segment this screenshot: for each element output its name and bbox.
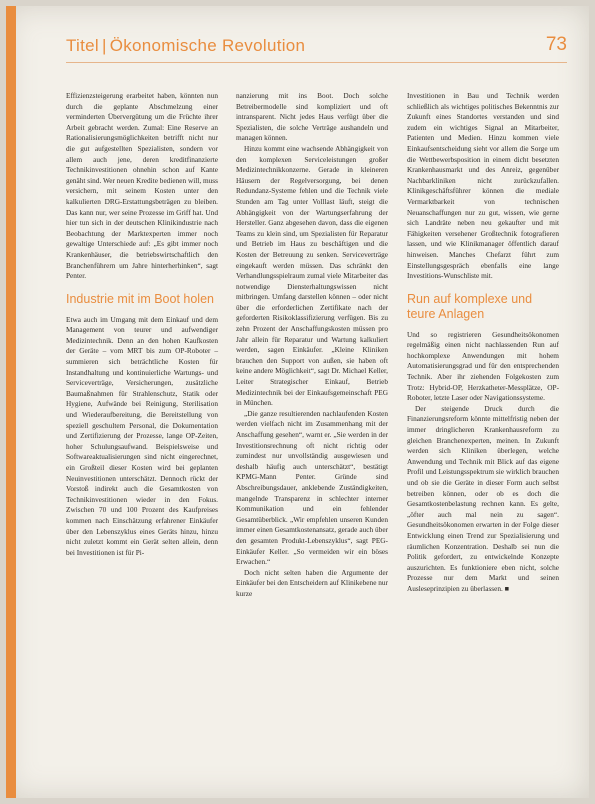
orange-margin-bar xyxy=(6,6,16,798)
topic-label: Ökonomische Revolution xyxy=(109,36,306,55)
paragraph: Und so registrieren Gesundheitsökonomen regelmäßig einen nicht nachlassenden Run auf hochkomplexe Anwendungen mit hohem Automatisierungsgrad und für den entsprechenden Technik. Aber ihr ziehenden Folgekosten zum Trotz: Hybrid-OP, Herzkatheter-Messplätze, OP-Roboter, letzte Laser oder Navigationssysteme. xyxy=(407,329,559,403)
paragraph: Effizienzsteigerung erarbeitet haben, könnten nun durch die geplante Abschmelzung einer verminderten Übervergütung um die Früchte ihrer Arbeit gebracht werden. Zumal: Eine Reserve an Rationalisierungsmöglichkeiten betrifft nicht nur die gut aufgestellten Spezialisten, sondern vor allem auch jene, deren kreditfinanzierte Technikinvestitionen ohnehin schon auf Kante genäht sind. Wer neuen Kredite bedienen will, muss versichern, mit seinem Kosten unter den kalkulierten DRG-Erstattungsbeträgen zu bleiben. Das kann nur, wer seine Prozesse im Griff hat. Und hier tun sich in der deutschen Klinikindustrie nach Beobachtung der Marktexperten immer noch gewaltige Unterschiede auf: „Es gibt immer noch Krankenhäuser, die betriebswirtschaftlich den Branchenführern um Jahre hinterherhinken“, sagt Penter. xyxy=(66,91,218,281)
paragraph: „Die ganze resultierenden nachlaufenden Kosten werden vielfach nicht im Zusammenhang mit der Anschaffung gesehen“, warnt er. „Sie werden in der Investitionsrechnung oft nicht richtig oder zumindest nur unvollständig ausgewiesen und deshalb häufig auch unterschätzt“, bestätigt KPMG-Mann Penter. Gründe sind Abschreibungsdauer, anklebende Zuständigkeiten, mangelnde Transparenz in schlechter interner Kommunikation und ein fehlender Gesamtüberblick. „Wir empfehlen unseren Kunden immer einen Gesamtkostenansatz, gerade auch über den gesamten Produkt-Lebenszyklus“, sagt PEG-Einkäufer Keller. „So vermeiden wir ein böses Erwachen.“ xyxy=(236,408,388,567)
paragraph: Der steigende Druck durch die Finanzierungsreform könnte mittelfristig neben der immer dringlicheren Krankenhausreform zu gleichen Branchenexperten, meinen. In Zukunft werden sich Kliniken überlegen, welche Anwendung und Technik mit Blick auf das eigene Profil und Leistungsspektrum sie wirklich brauchen und ob sie die Geräte in dieser Form auch selbst betreiben können, oder ob es doch die Gesamtkostenbelastung rechnen kann. Es gelte, „öfter auch mal nein zu sagen“. Gesundheitsökonomen erwarten in der Folge dieser Entwicklung einen Trend zur Spezialisierung und räumlichen Konzentration. Deshalb sei nun die Politik gefordert, zu entwickelnde Konzepte auszurichten. Es funktioniere eben nicht, solche Prozesse nur dem Markt und seinen Ausleseprinzipien zu überlassen. ■ xyxy=(407,403,559,593)
subheading: Run auf komplexe und teure Anlagen xyxy=(407,291,533,321)
paragraph: Doch nicht selten haben die Argumente der Einkäufer bei den Entscheidern auf Klinikebene nur kurze xyxy=(236,567,388,598)
paragraph: Investitionen in Bau und Technik werden schließlich als wichtiges politisches Bekenntnis zur Zukunft eines Standortes verstanden und sind zudem ein wichtiges Signal an Mitarbeiter, Patienten und Medien. Hinzu kommen viele Einkaufsentscheidung sieht vor allem die Sorge um die Wettbewerbsposition in einem dicht besetzten Krankenhausmarkt und des Anreiz, gegenüber Nachbarkliniken nicht zurückzufallen. Klinikgeschäftsführer können die mediale Vermarktbarkeit von technischen Neuanschaffungen nur zu gut, wissen, wie gerne sich Landräte neben neu gekaufter und mit Fähigkeiten versehener Großtechnik fotografieren lassen, und wie Klinikmanager öffentlich darauf hinweisen. Manches Chefarzt führt zum Einstellungsgespräch ebenfalls eine lange Investitions-Wunschliste mit. xyxy=(407,91,559,281)
column-3 xyxy=(407,91,559,595)
subheading: Industrie mit im Boot holen xyxy=(66,291,214,306)
magazine-page xyxy=(6,6,589,798)
title-separator: | xyxy=(102,36,107,55)
paragraph: nanzierung mit ins Boot. Doch solche Betreibermodelle sind kompliziert und oft intransparent. Nicht jedes Haus verfügt über die Spezialisten, die solche Verträge aushandeln und managen können. xyxy=(236,91,388,143)
section-label: Titel xyxy=(66,36,99,55)
running-title xyxy=(66,36,305,56)
column-1 xyxy=(66,91,218,558)
paragraph: Hinzu kommt eine wachsende Abhängigkeit von den komplexen Serviceleistungen großer Medizintechnikkonzerne. Gerade in kleineren Häusern der Regelversorgung, bei denen Redundanz-Systeme fehlen und die Technik viele Stunden am Tag unter Volllast läuft, steigt die Abhängigkeit von der Wartungserfahrung der Hersteller. Ganz abgesehen davon, dass die eigenen Teams zu klein sind, um Spezialisten für Reparatur und Betrieb im Haus zu beschäftigen und die Kosten der Betreuung zu senken. Serviceverträge eingekauft werden müssen. Das schränkt den Verhandlungsspielraum zumal viele Mitarbeiter das notwendige Diensterhaltungswissen nicht mitbringen. Umfang darstellen können – oder nicht über die erforderlichen Zertifikate nach der geforderten Risikoklassifizierung verfügen. Bis zu zehn Prozent der Anschaffungskosten müssen pro Jahr allein für Reparatur und Wartung kalkuliert werden, sagen Einkäufer. „Kleine Kliniken brauchen den Support von außen, sie haben oft keine andere Möglichkeit“, sagt Dr. Michael Keller, Leiter Strategischer Einkauf, Betrieb Medizintechnik bei der Einkaufsgemeinschaft PEG in München. xyxy=(236,143,388,408)
page-number: 73 xyxy=(545,34,567,55)
page-header xyxy=(66,36,567,63)
column-2 xyxy=(236,91,388,600)
paragraph: Etwa auch im Umgang mit dem Einkauf und dem Management von teurer und aufwendiger Medizintechnik. Denn an den hohen Kaufkosten der Geräte – vom MRT bis zum OP-Roboter – summieren sich beträchtliche Kosten für Instandhaltung und kontinuierliche Wartungs- und Serviceverträge, Versicherungen, zusätzliche Baumaßnahmen für Strahlenschutz, Statik oder Hygiene, Aufwände bei Reinigung, Sterilisation und Wiederaufbereitung, die Bereitstellung von speziell geschultem Personal, die Dokumentation und Zertifizierung der Prozesse, lange OP-Zeiten, hoher Schulungsaufwand. Beispielsweise und Softwareaktualisierungen sind nicht eingerechnet, ein Großteil dieser Kosten wird bei geplanten Neuinvestitionen unterschätzt. Dennoch rückt der Vorstoß indirekt auch die Gesamtkosten von Technikinvestitionen wieder in den Fokus. Zwischen 70 und 100 Prozent des Kaufpreises kommen nach Einschätzung erfahrener Einkäufer über den Lebenszyklus eines Geräts hinzu, hinzu nicht zuletzt kommt ein Gerät selten allein, denn bei Investitionen ist für Pi- xyxy=(66,314,218,557)
